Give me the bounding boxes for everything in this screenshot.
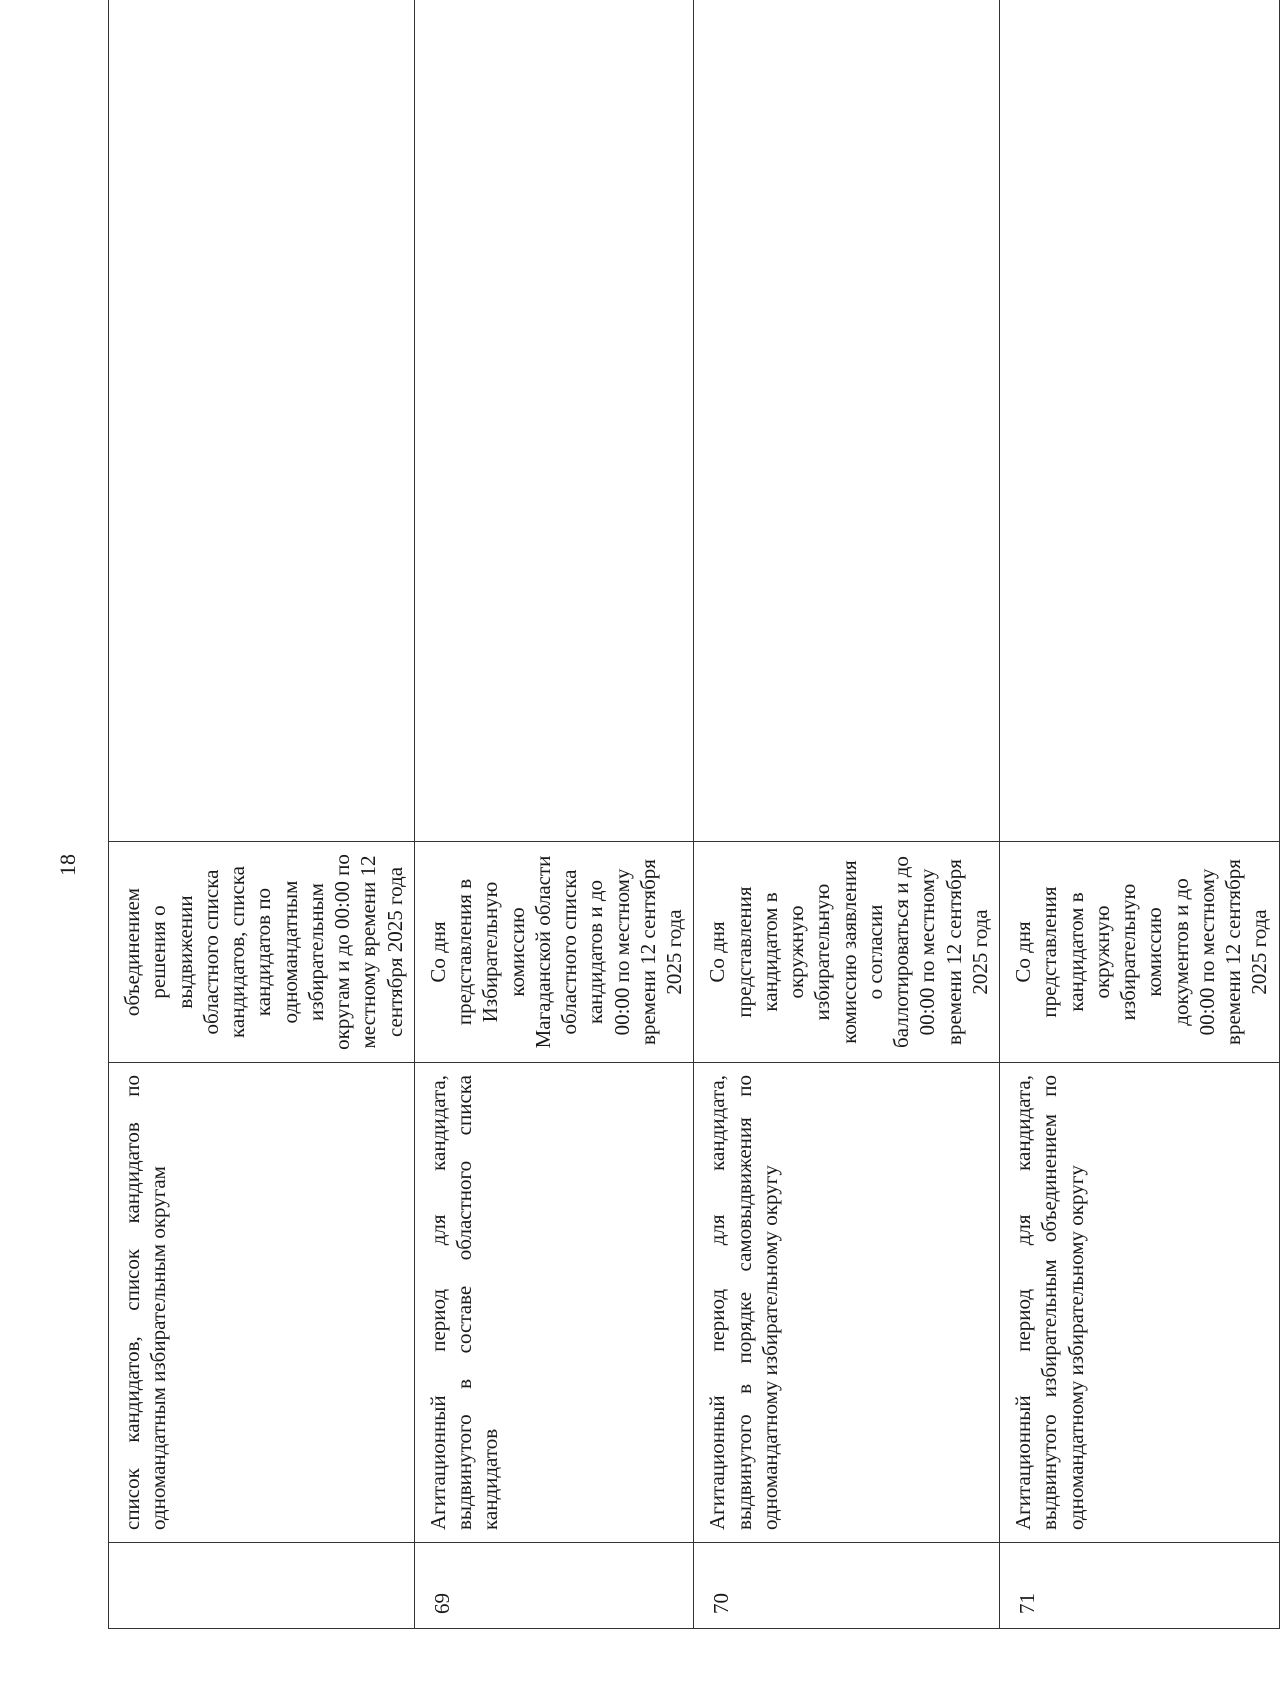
- table-row: [694, 0, 1000, 1629]
- schedule-table-rotated: [108, 84, 1272, 1629]
- executor-cell: [1000, 0, 1280, 842]
- row-number-cell: 69: [414, 1543, 694, 1629]
- executor-cell: [694, 0, 1000, 842]
- event-cell: Агитационный период для кандидата, выдвинутого в порядке самовыдвижения по одномандатному избирательному округу: [694, 1063, 1000, 1543]
- deadline-cell: объединением решения о выдвижении областного списка кандидатов, списка кандидатов по одномандатным избирательным округам и до 00:00 по местному времени 12 сентября 2025 года: [109, 842, 415, 1063]
- executor-cell: [414, 0, 694, 842]
- table-row: [1000, 0, 1280, 1629]
- table-row: [414, 0, 694, 1629]
- executor-cell: [109, 0, 415, 842]
- event-cell: Агитационный период для кандидата, выдвинутого избирательным объединением по одномандатному избирательному округу: [1000, 1063, 1280, 1543]
- page-number: 18: [55, 854, 80, 876]
- deadline-cell: Со дня представления кандидатом в окружную избирательную комиссию документов и до 00:00 по местному времени 12 сентября 2025 года: [1000, 842, 1280, 1063]
- deadline-cell: Со дня представления в Избирательную комиссию Магаданской области областного списка кандидатов и до 00:00 по местному времени 12 сентября 2025 года: [414, 842, 694, 1063]
- deadline-cell: Со дня представления кандидатом в окружную избирательную комиссию заявления о согласии баллотироваться и до 00:00 по местному времени 12 сентября 2025 года: [694, 842, 1000, 1063]
- row-number-cell: 71: [1000, 1543, 1280, 1629]
- event-cell: список кандидатов, список кандидатов по одномандатным избирательным округам: [109, 1063, 415, 1543]
- row-number-cell: [109, 1543, 415, 1629]
- row-number-cell: 70: [694, 1543, 1000, 1629]
- election-schedule-table: [108, 0, 1280, 1629]
- event-cell: Агитационный период для кандидата, выдвинутого в составе областного списка кандидатов: [414, 1063, 694, 1543]
- table-row: [109, 0, 415, 1629]
